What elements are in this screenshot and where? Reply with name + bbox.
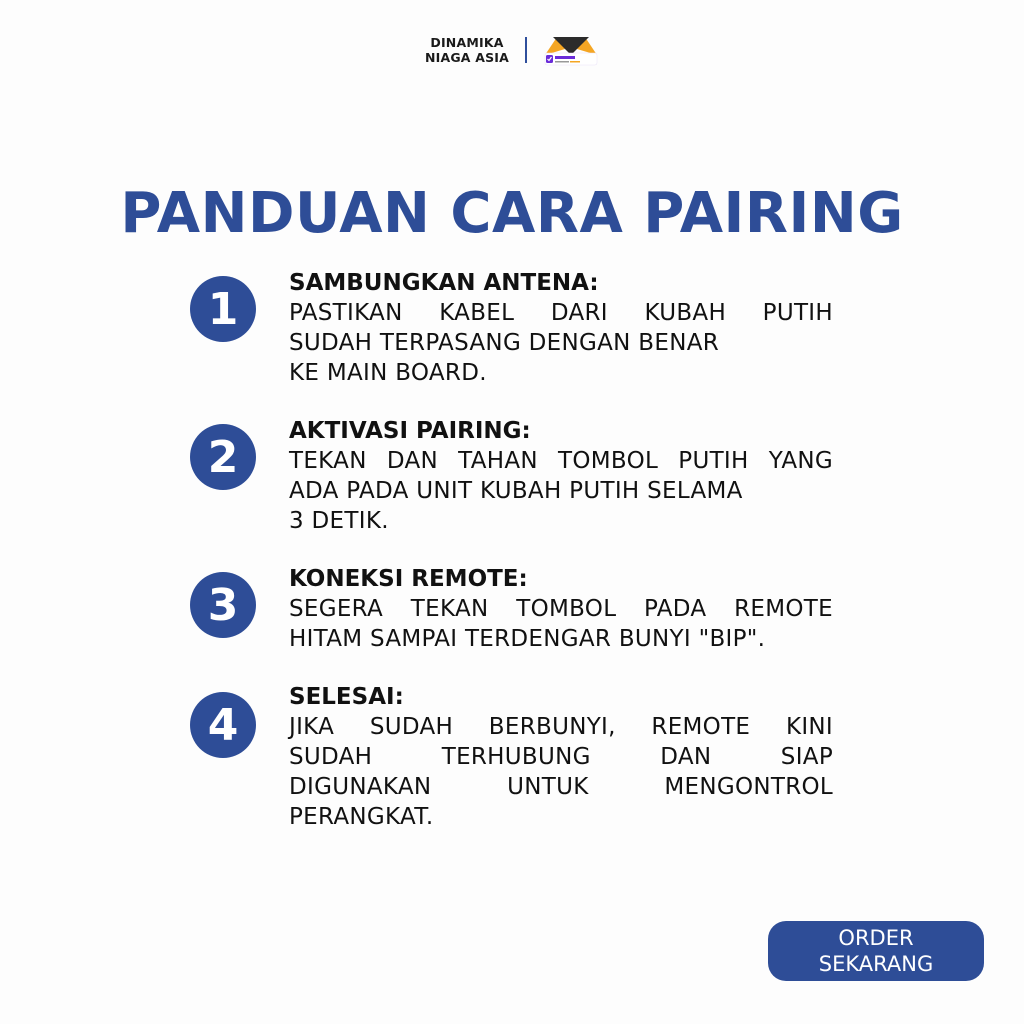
brand-name bbox=[425, 35, 509, 65]
official-store-logo-icon bbox=[543, 33, 599, 67]
step-line: SUDAH TERPASANG DENGAN BENAR bbox=[289, 330, 720, 356]
step-text bbox=[289, 564, 833, 654]
step-line: DIGUNAKAN UNTUK MENGONTROL bbox=[289, 774, 833, 800]
step-number-badge: 2 bbox=[190, 424, 256, 490]
step-line: SEGERA TEKAN TOMBOL PADA REMOTE bbox=[289, 596, 833, 622]
page-title: PANDUAN CARA PAIRING bbox=[120, 181, 904, 246]
step-number-badge: 1 bbox=[190, 276, 256, 342]
step-heading: KONEKSI REMOTE: bbox=[289, 566, 528, 592]
step-line: TEKAN DAN TAHAN TOMBOL PUTIH YANG bbox=[289, 448, 833, 474]
step-line: PASTIKAN KABEL DARI KUBAH PUTIH bbox=[289, 300, 833, 326]
step-heading: AKTIVASI PAIRING: bbox=[289, 418, 531, 444]
header-divider bbox=[525, 37, 527, 63]
step-heading: SELESAI: bbox=[289, 684, 404, 710]
order-button-line1: ORDER bbox=[838, 926, 914, 950]
step-line: ADA PADA UNIT KUBAH PUTIH SELAMA bbox=[289, 478, 743, 504]
step-line: HITAM SAMPAI TERDENGAR BUNYI "BIP". bbox=[289, 626, 766, 652]
order-now-button[interactable] bbox=[768, 921, 984, 981]
step-number-badge: 3 bbox=[190, 572, 256, 638]
step-heading: SAMBUNGKAN ANTENA: bbox=[289, 270, 599, 296]
step-body bbox=[289, 298, 833, 388]
step-line: JIKA SUDAH BERBUNYI, REMOTE KINI bbox=[289, 714, 833, 740]
step-body bbox=[289, 594, 833, 654]
order-button-line2: SEKARANG bbox=[818, 952, 934, 976]
step-body bbox=[289, 446, 833, 536]
brand-name-line1: DINAMIKA bbox=[430, 35, 504, 50]
step-line: KE MAIN BOARD. bbox=[289, 360, 487, 386]
step-text bbox=[289, 416, 833, 536]
brand-name-line2: NIAGA ASIA bbox=[424, 50, 510, 65]
step-text bbox=[289, 682, 833, 832]
step-line: PERANGKAT. bbox=[289, 804, 434, 830]
step-line: SUDAH TERHUBUNG DAN SIAP bbox=[289, 744, 833, 770]
step-line: 3 DETIK. bbox=[289, 508, 389, 534]
step-number-badge: 4 bbox=[190, 692, 256, 758]
step-text bbox=[289, 268, 833, 388]
header bbox=[0, 33, 1024, 67]
step-body bbox=[289, 712, 833, 832]
